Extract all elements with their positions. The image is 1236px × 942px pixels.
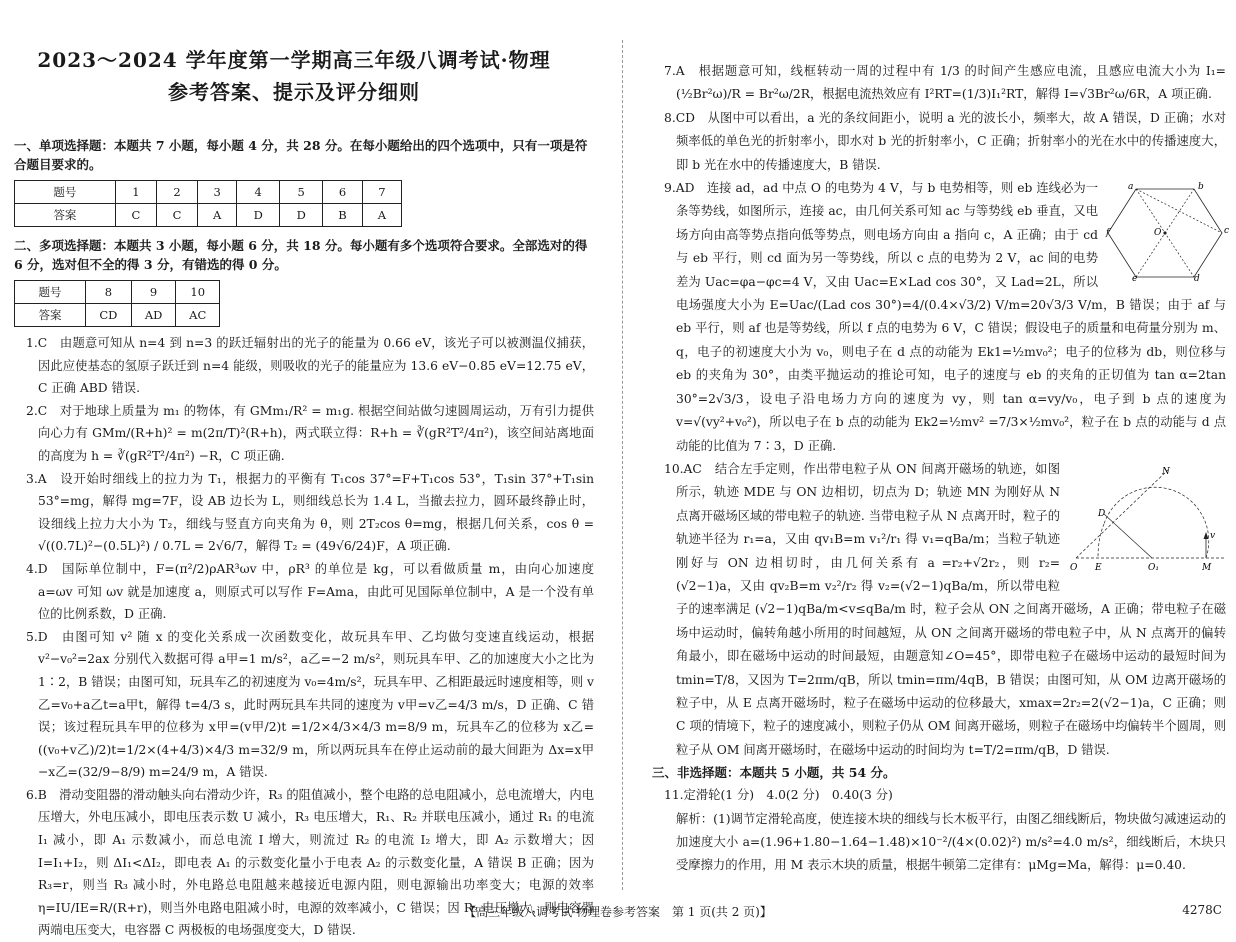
cell: A — [198, 204, 237, 227]
cell: 3 — [198, 181, 237, 204]
hex-label: b — [1198, 182, 1204, 193]
hex-label: f — [1106, 228, 1110, 239]
cell: 7 — [362, 181, 401, 204]
right-column — [652, 60, 1230, 878]
title-line-1: 2023～2024 学年度第一学期高三年级八调考试·物理 — [37, 48, 551, 72]
table-row-header — [15, 181, 402, 204]
answer-11: 11.定滑轮(1 分) 4.0(2 分) 0.40(3 分) — [664, 788, 893, 803]
answer-10: 10.AC 结合左手定则，作出带电粒子从 ON 间离开磁场的轨迹，如图所示，轨迹 MDE 与 ON 边相切，切点为 D；轨迹 MN 为刚好从 N 点离开磁场区域的带电粒子的轨迹. 当带电粒子从 N 点离开时，粒子的轨迹半径为 r₁=a，又由 qv₁B=m v₁²/r₁ 得 v₁=qBa/m；当粒子轨迹刚好与 ON 边相切时，由几何关系有 a =r₂+√2r₂，则 r₂=(√2−1)a，又由 qv₂B=m v₂²/r₂ 得 v₂=(√2−1)qBa/m，所以带电粒子的速率满足 (√2−1)qBa/m<v≤qBa/m 时，粒子会从 ON 之间离开磁场，A 正确；带电粒子在磁场中运动时，偏转角越小所用的时间越短，从 ON 之间离开磁场的带电粒子中，从 N 点离开的偏转角最小，即在磁场中运动的时间最短，由题意知∠O=45°，即带电粒子在磁场中运动的最短时间为 tmin=T/8，又因为 T=2πm/qB，所以 tmin=πm/4qB，B 错误；由图可知，从 OM 边离开磁场的粒子中，从 E 点离开磁场时，粒子在磁场中运动的位移最大，xmax=2r₂=2(√2−1)a，C 正确；则 C 项的情境下，粒子的速度减小，则粒子仍从 OM 间离开磁场，则粒子在磁场中均偏转半个圆周，则粒子从 OM 间离开磁场时，在磁场中运动的时间均为 t=T/2=πm/qB，D 错误. — [664, 461, 1226, 757]
table-row-answers — [15, 204, 402, 227]
table-row-answers — [15, 304, 220, 327]
cell: 答案 — [15, 304, 86, 327]
answer-2: 2.C 对于地球上质量为 m₁ 的物体，有 GMm₁/R² = m₁g. 根据空间站做匀速圆周运动，万有引力提供向心力有 GMm/(R+h)² = m(2π/T)²(R+h)，两式联立得：R+h = ∛(gR²T²/4π²)，该空间站离地面的高度为 h = ∛(gR²T²/4π²) −R，C 项正确. — [26, 403, 594, 463]
cell: D — [280, 204, 323, 227]
answer-3: 3.A 设开始时细线上的拉力为 T₁，根据力的平衡有 T₁cos 37°=F+T₁cos 53°，T₁sin 37°+T₁sin 53°=mg，解得 mg=7F，设 AB 边长为 L，则细线总长为 1.4 L，当撤去拉力，圆环最终静止时，设细线上拉力大小为 T₂，细线与竖直方向夹角为 θ，则 2T₂cos θ=mg，根据几何关系，cos θ = √((0.7L)²−(0.5L)²) / 0.7L = 2√6/7，解得 T₂ = (49√6/24)F，A 项正确. — [26, 471, 594, 554]
cell: B — [323, 204, 363, 227]
diagram-label: D — [1098, 508, 1106, 519]
answer-9: 9.AD 连接 ad，ad 中点 O 的电势为 4 V，与 b 电势相等，则 eb 连线必为一条等势线，如图所示，连接 ac，由几何关系可知 ac 与等势线 eb 垂直，又电场方向由高等势点指向低等势点，则电场方向由 a 指向 c，A 正确；由于 cd 与 eb 平行，则 cd 面为另一等势线，所以 c 点的电势为 2 V，ac 间的电势差为 Uac=φa−φc=4 V，又由 Uac=E×Lad cos 30°，又 Lad=2L，所以电场强度大小为 E=Uac/(Lad cos 30°)=4/(0.4×√3/2) V/m=20√3/3 V/m，B 错误；由于 af 与 eb 平行，则 af 也是等势线，所以 f 点的电势为 6 V，C 错误；假设电子的质量和电荷量分别为 m、q，电子的初速度大小为 v₀，则电子在 d 点的动能为 Ek1=½mv₀²；电子的位移为 db，则位移与 eb 的夹角为 30°，由类平抛运动的推论可知，电子的速度与 eb 的夹角的正切值为 tan α=2tan 30°=2√3/3，设电子沿电场力方向的速度为 vy，则 tan α=vy/v₀，电子到 b 点的速度为 v=√(vy²+v₀²)，所以电子在 b 点的动能为 Ek2=½mv² =7/3×½mv₀²，粒子在 b 点的动能与 d 点动能的比值为 7∶3，D 正确. — [664, 181, 1226, 453]
document-code: 4278C — [1182, 903, 1222, 917]
answer-7: 7.A 根据题意可知，线框转动一周的过程中有 1/3 的时间产生感应电流，且感应电流大小为 I₁=(½Br²ω)/R = Br²ω/2R，根据电流热效应有 I²RT=(1/3)I₁²RT，解得 I=√3Br²ω/6R，A 项正确. — [664, 64, 1226, 102]
cell: 题号 — [15, 181, 116, 204]
cell: AC — [176, 304, 220, 327]
hex-label: O — [1154, 228, 1162, 239]
diagram-label: M — [1202, 562, 1212, 573]
cell: CD — [86, 304, 132, 327]
cell: 6 — [323, 181, 363, 204]
cell: D — [237, 204, 280, 227]
column-divider — [622, 40, 623, 890]
diagram-label: O — [1070, 562, 1078, 573]
cell: C — [156, 204, 197, 227]
magnetic-field-diagram — [1068, 464, 1226, 576]
answer-4: 4.D 国际单位制中，F=(π²/2)ρAR³ωv 中，ρR³ 的单位是 kg，可以看做质量 m，由向心加速度 a=ωv 可知 ωv 就是加速度 a，则原式可以写作 F=Ama，由此可见国际单位制中，A 是一个没有单位的比例系数，D 正确. — [26, 561, 594, 622]
title-line-2: 参考答案、提示及评分细则 — [168, 80, 420, 104]
hex-label: e — [1132, 274, 1138, 285]
diagram-label: O₁ — [1148, 562, 1159, 573]
cell: 10 — [176, 281, 220, 304]
answer-table-1 — [14, 180, 402, 227]
section-3-heading: 三、非选择题：本题共 5 小题，共 54 分。 — [652, 765, 896, 781]
cell: 4 — [237, 181, 280, 204]
hexagon-diagram — [1106, 181, 1230, 285]
cell: 9 — [131, 281, 176, 304]
hex-label: a — [1128, 182, 1134, 193]
cell: A — [362, 204, 401, 227]
cell: 1 — [115, 181, 156, 204]
cell: 2 — [156, 181, 197, 204]
cell: AD — [131, 304, 176, 327]
section-2-heading: 二、多项选择题：本题共 3 小题，每小题 6 分，共 18 分。每小题有多个选项符合要求。全部选对的得 6 分，选对但不全的得 3 分，有错选的得 0 分。 — [14, 238, 588, 272]
hex-label: d — [1194, 274, 1200, 285]
hex-label: c — [1224, 226, 1230, 237]
answer-11-analysis: 解析：(1)调节定滑轮高度，使连接木块的细线与长木板平行，由图乙细线断后，物块做匀减速运动的加速度大小 a=(1.96+1.80−1.64−1.48)×10⁻²/(4×(0.02)²) m/s²=4.0 m/s²，细线断后，木块只受摩擦力的作用，用 M 表示木块的质量，根据牛顿第二定律有：μMg=Ma，解得：μ=0.40. — [676, 811, 1226, 873]
answer-5: 5.D 由图可知 v² 随 x 的变化关系成一次函数变化，故玩具车甲、乙均做匀变速直线运动，根据 v²−v₀²=2ax 分别代入数据可得 a甲=1 m/s²，a乙=−2 m/s²，则玩具车甲、乙的加速度大小之比为 1∶2，B 错误；由图可知，玩具车乙的初速度为 v₀=4m/s²，玩具车甲、乙相距最远时速度相等，则 v乙=v₀+a乙t=a甲t，解得 t=4/3 s，此时两玩具车共同的速度为 v甲=v乙=4/3 m/s，D 正确、C 错误；该过程玩具车甲的位移为 x甲=(v甲/2)t =1/2×4/3×4/3 m=8/9 m，玩具车乙的位移为 x乙=((v₀+v乙)/2)t=1/2×(4+4/3)×4/3 m=32/9 m，所以两玩具车在停止运动前的最大间距为 Δx=x甲−x乙=(32/9−8/9) m=24/9 m，A 错误. — [26, 629, 594, 780]
answer-6: 6.B 滑动变阻器的滑动触头向右滑动少许，R₃ 的阻值减小，整个电路的总电阻减小，总电流增大，内电压增大，外电压减小，即电压表示数 U 减小，R₃ 电压增大，R₁、R₂ 并联电压减小，通过 R₁ 的电流 I₁ 减小，即 A₁ 示数减小，而总电流 I 增大，则流过 R₂ 的电流 I₂ 增大，即 A₂ 示数增大；因 I=I₁+I₂，则 ΔI₁<ΔI₂，即电表 A₁ 的示数变化量小于电表 A₂ 的示数变化量，A 错误 B 正确；因为 R₃=r，则当 R₃ 减小时，外电路总电阻越来越接近电源内阻，则电源输出功率变大；电源的效率 η=IU/IE=R/(R+r)，则当外电路电阻减小时，电源的效率减小，C 错误；因 R₃ 电压增大，则电容器两端电压变大，电容器 C 两极板的电场强度变大，D 错误. — [26, 787, 594, 938]
cell: 5 — [280, 181, 323, 204]
section-1-heading: 一、单项选择题：本题共 7 小题，每小题 4 分，共 28 分。在每小题给出的四个选项中，只有一项是符合题目要求的。 — [14, 138, 588, 172]
answer-1: 1.C 由题意可知从 n=4 到 n=3 的跃迁辐射出的光子的能量为 0.66 eV，该光子可以被测温仪捕获，因此应使基态的氢原子跃迁到 n=4 能级，则吸收的光子的能量应为 13.6 eV−0.85 eV=12.75 eV，C 正确 ABD 错误. — [26, 336, 594, 396]
diagram-label: v — [1210, 530, 1216, 541]
answer-table-2 — [14, 280, 220, 327]
diagram-label: N — [1162, 466, 1170, 477]
cell: 题号 — [15, 281, 86, 304]
cell: C — [115, 204, 156, 227]
table-row-header — [15, 281, 220, 304]
cell: 答案 — [15, 204, 116, 227]
cell: 8 — [86, 281, 132, 304]
page-footer: 【高三年级八调考试·物理卷参考答案 第 1 页(共 2 页)】 — [464, 905, 772, 919]
answer-8: 8.CD 从图中可以看出，a 光的条纹间距小，说明 a 光的波长小，频率大，故 A 错误，D 正确；水对频率低的单色光的折射率小，即水对 b 光的折射率小，C 正确；折射率小的光在水中的传播速度大，即 b 光在水中的传播速度大，B 错误. — [664, 110, 1226, 172]
diagram-label: E — [1095, 562, 1102, 573]
